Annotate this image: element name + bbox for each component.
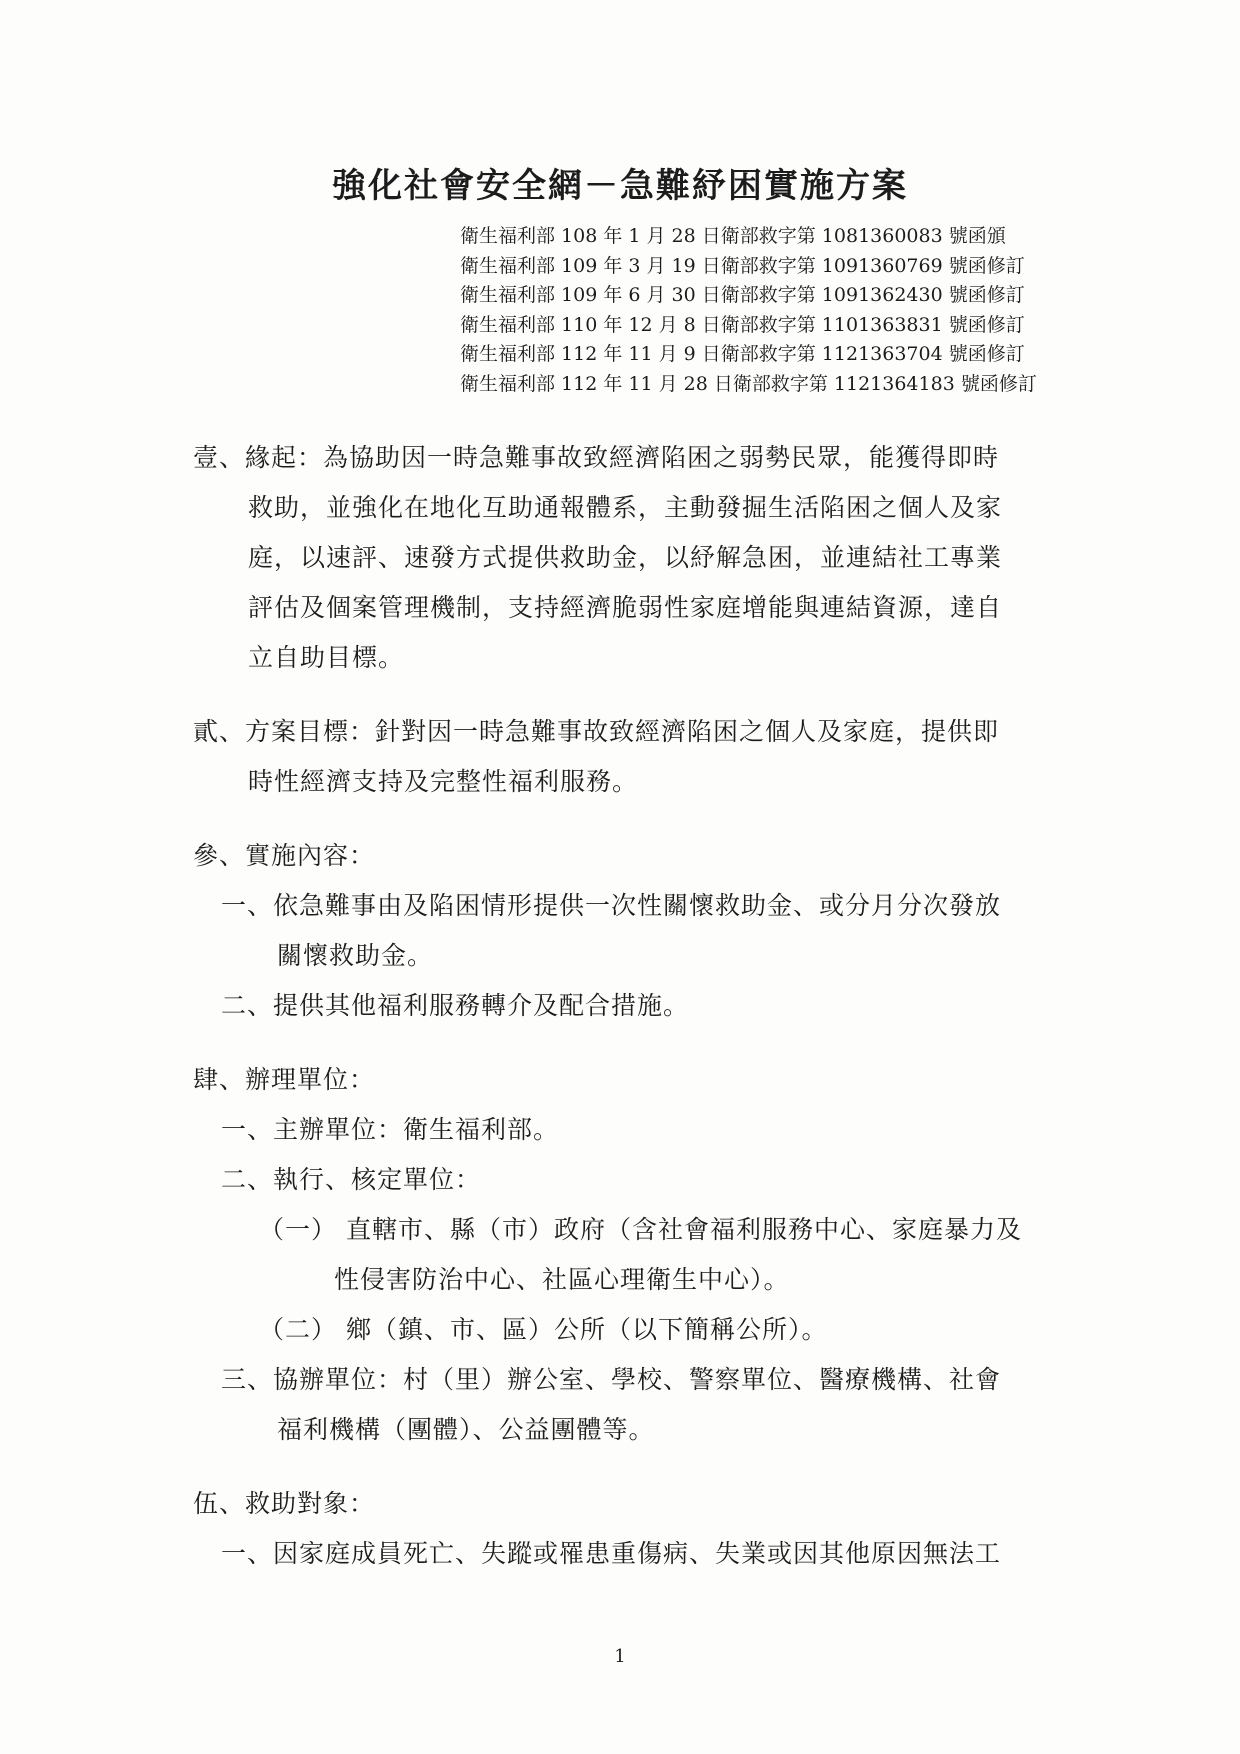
- section-1-text: 救助，並強化在地化互助通報體系，主動發掘生活陷困之個人及家: [248, 493, 1003, 522]
- section-1-text: 評估及個案管理機制，支持經濟脆弱性家庭增能與連結資源，達自: [248, 593, 1003, 622]
- section-4-subitem: （一） 直轄市、縣（市）政府（含社會福利服務中心、家庭暴力及: [259, 1215, 1022, 1244]
- revision-line: 衛生福利部 109 年 6 月 30 日衛部救字第 1091362430 號函修訂: [460, 284, 1025, 306]
- section-5-item: 一、因家庭成員死亡、失蹤或罹患重傷病、失業或因其他原因無法工: [221, 1539, 1002, 1568]
- revision-line: 衛生福利部 112 年 11 月 9 日衛部救字第 1121363704 號函修訂: [460, 343, 1025, 365]
- page-number: 1: [614, 1646, 626, 1667]
- section-2-text: 時性經濟支持及完整性福利服務。: [248, 767, 639, 796]
- section-3-item: 二、提供其他福利服務轉介及配合措施。: [221, 991, 690, 1020]
- section-4-subitem-text: 性侵害防治中心、社區心理衛生中心）。: [334, 1265, 790, 1294]
- section-3-heading: 參、實施內容：: [193, 841, 376, 870]
- section-1-text: 立自助目標。: [248, 643, 405, 672]
- section-4-heading: 肆、辦理單位：: [193, 1065, 376, 1094]
- section-3-item: 一、依急難事由及陷困情形提供一次性關懷救助金、或分月分次發放: [221, 891, 1002, 920]
- revision-line: 衛生福利部 112 年 11 月 28 日衛部救字第 1121364183 號函修訂: [460, 372, 1037, 395]
- section-1-text: 庭，以速評、速發方式提供救助金，以紓解急困，並連結社工專業: [248, 543, 1003, 572]
- section-4-item-text: 福利機構（團體）、公益團體等。: [277, 1415, 655, 1444]
- section-4-subitem: （二） 鄉（鎮、市、區）公所（以下簡稱公所）。: [259, 1315, 828, 1344]
- section-4-item: 二、執行、核定單位：: [221, 1165, 482, 1194]
- section-4-item: 一、主辦單位：衛生福利部。: [221, 1115, 560, 1144]
- revision-line: 衛生福利部 109 年 3 月 19 日衛部救字第 1091360769 號函修訂: [460, 254, 1025, 277]
- revision-line: 衛生福利部 108 年 1 月 28 日衛部救字第 1081360083 號函頒: [460, 225, 1006, 247]
- document-title: 強化社會安全網－急難紓困實施方案: [332, 166, 908, 206]
- section-5-heading: 伍、救助對象：: [193, 1489, 376, 1518]
- section-2-heading: 貳、方案目標：針對因一時急難事故致經濟陷困之個人及家庭，提供即: [193, 717, 1000, 746]
- section-3-item-text: 關懷救助金。: [277, 941, 434, 970]
- section-1-heading: 壹、緣起：為協助因一時急難事故致經濟陷困之弱勢民眾，能獲得即時: [193, 443, 1000, 472]
- section-4-item: 三、協辦單位：村（里）辦公室、學校、警察單位、醫療機構、社會: [221, 1365, 1002, 1394]
- revision-history: [460, 222, 1180, 399]
- revision-line: 衛生福利部 110 年 12 月 8 日衛部救字第 1101363831 號函修訂: [460, 313, 1025, 336]
